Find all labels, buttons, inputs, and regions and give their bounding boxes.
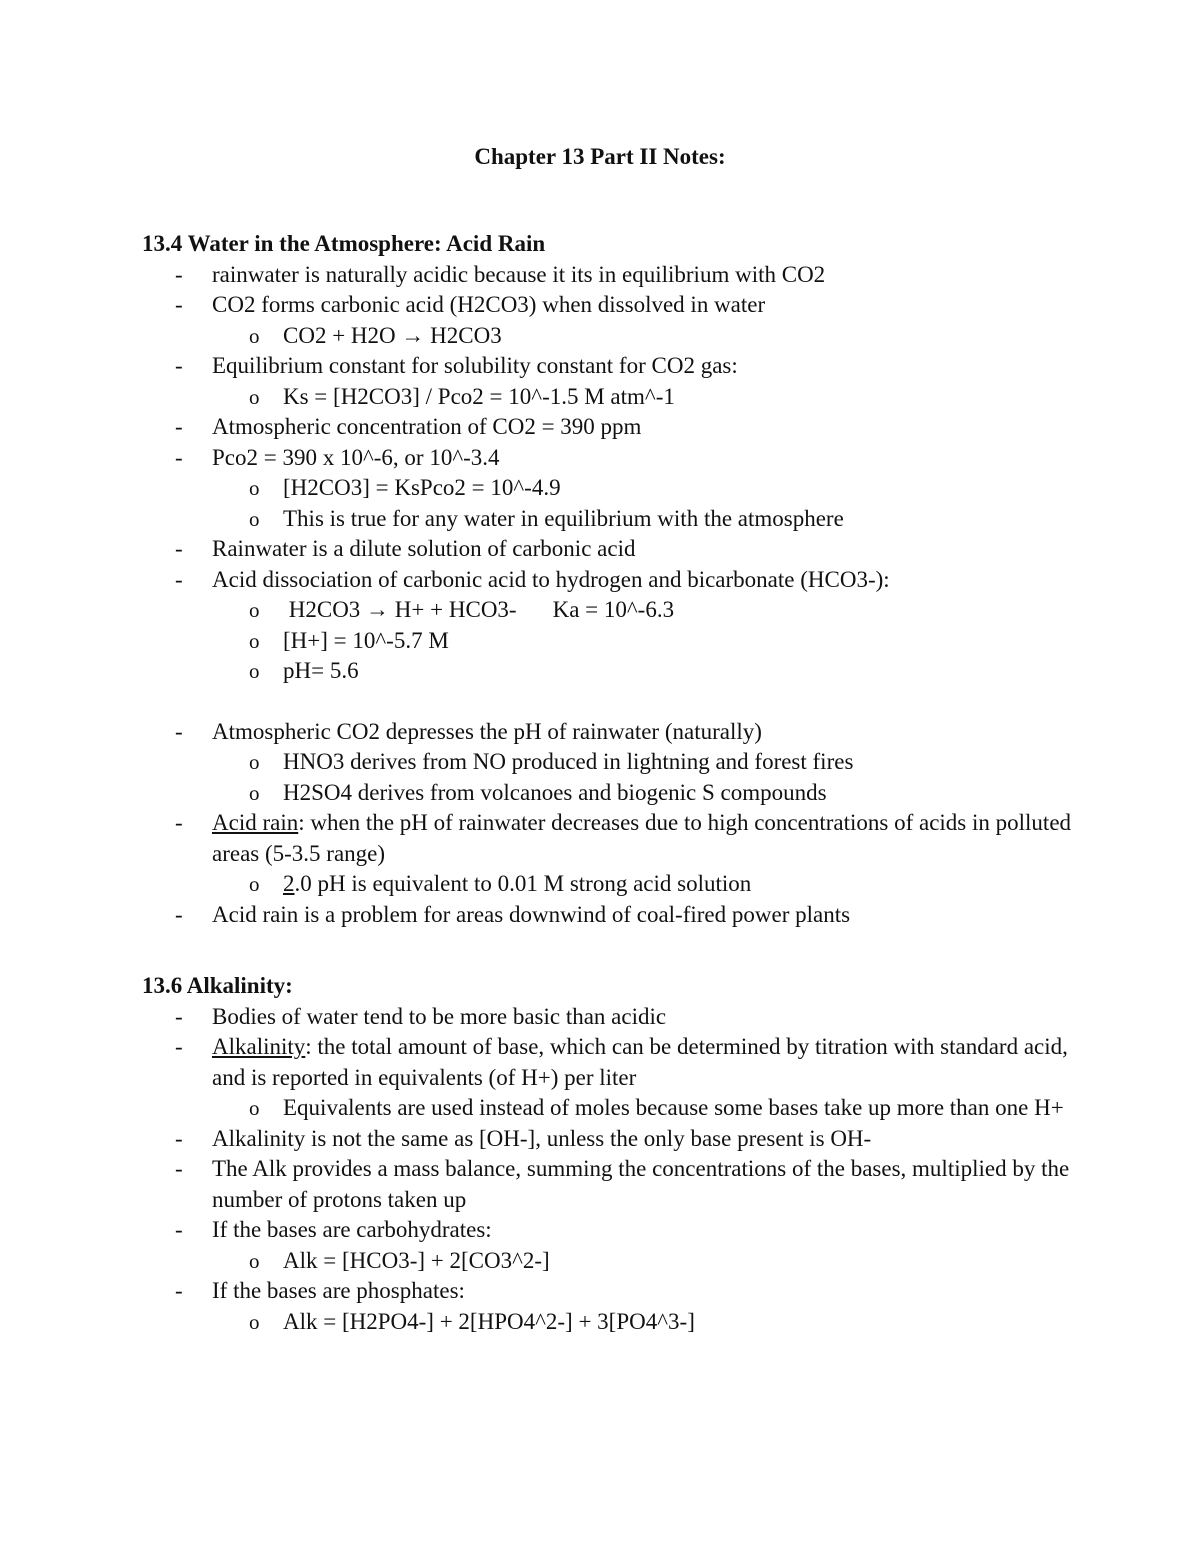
- dash-bullet: -: [175, 414, 183, 439]
- list-item: [142, 900, 1072, 931]
- dash-bullet: -: [175, 536, 183, 561]
- sub-item: [212, 1307, 1072, 1338]
- dash-bullet: -: [175, 1278, 183, 1303]
- list-item: [142, 351, 1072, 412]
- item-text: Atmospheric concentration of CO2 = 390 ppm: [212, 414, 642, 439]
- item-text: Alkalinity is not the same as [OH-], unless the only base present is OH-: [212, 1125, 872, 1151]
- sub-item: [212, 473, 1072, 504]
- dash-bullet: -: [175, 1156, 183, 1181]
- circle-bullet: o: [249, 1248, 260, 1273]
- term-alkalinity: Alkalinity: [212, 1034, 306, 1059]
- sub-item: [212, 595, 1072, 626]
- list-item: [142, 290, 1072, 351]
- sub-item-text: .0 pH is equivalent to 0.01 M strong acid solution: [294, 871, 752, 896]
- item-text: rainwater is naturally acidic because it its in equilibrium with CO2: [212, 261, 826, 287]
- item-text: Atmospheric CO2 depresses the pH of rainwater (naturally): [212, 718, 762, 744]
- sub-item-text: HNO3 derives from NO produced in lightning and forest fires: [283, 749, 854, 774]
- circle-bullet: o: [249, 750, 260, 774]
- item-text: Rainwater is a dilute solution of carbonic acid: [212, 536, 636, 561]
- circle-bullet: o: [249, 1096, 260, 1120]
- dash-bullet: -: [175, 566, 183, 592]
- dash-bullet: -: [175, 1003, 183, 1029]
- sub-list: [212, 747, 1072, 808]
- sub-item-text: CO2 + H2O → H2CO3: [283, 322, 502, 348]
- section-heading: 13.6 Alkalinity:: [142, 973, 293, 998]
- dash-bullet: -: [175, 353, 183, 378]
- dash-bullet: -: [175, 444, 183, 470]
- sub-item: [212, 626, 1072, 657]
- dash-bullet: -: [175, 1217, 183, 1242]
- circle-bullet: o: [249, 659, 260, 683]
- list-item: [142, 1124, 1072, 1155]
- circle-bullet: o: [249, 628, 260, 653]
- sub-item: [212, 321, 1072, 352]
- sub-list: [212, 382, 1072, 413]
- circle-bullet: o: [249, 1309, 260, 1334]
- list-item: [142, 1154, 1072, 1215]
- sub-item: [212, 1246, 1072, 1277]
- sub-item-text: pH= 5.6: [283, 658, 359, 683]
- sub-list: [212, 1246, 1072, 1277]
- section-alkalinity: [142, 971, 1072, 1337]
- underlined-digit: 2: [283, 871, 295, 896]
- sub-item: [212, 778, 1072, 809]
- item-text: If the bases are carbohydrates:: [212, 1217, 492, 1242]
- reaction-equation: H2CO3 → H+ + HCO3-: [288, 597, 517, 622]
- sub-list: [212, 869, 1072, 900]
- bullet-list: [142, 260, 1072, 687]
- item-text: : when the pH of rainwater decreases due to high concentrations of acids in polluted areas (5-3.5 range): [212, 810, 1072, 866]
- list-item: [142, 717, 1072, 809]
- sub-item-text: [H2CO3] = KsPco2 = 10^-4.9: [283, 475, 561, 500]
- sub-item: [212, 656, 1072, 687]
- item-text: The Alk provides a mass balance, summing the concentrations of the bases, multiplied by the number of protons taken up: [212, 1156, 1070, 1212]
- dash-bullet: -: [175, 1125, 183, 1151]
- sub-item-text: Alk = [H2PO4-] + 2[HPO4^2-] + 3[PO4^3-]: [283, 1308, 695, 1334]
- sub-item: [212, 869, 1072, 900]
- sub-item: [212, 1093, 1072, 1124]
- dash-bullet: -: [175, 901, 183, 927]
- circle-bullet: o: [249, 384, 260, 409]
- sub-list: [212, 1093, 1072, 1124]
- dash-bullet: -: [175, 1034, 183, 1059]
- item-text: Bodies of water tend to be more basic than acidic: [212, 1003, 667, 1029]
- dash-bullet: -: [175, 292, 183, 317]
- list-item: [142, 808, 1072, 900]
- item-text: Pco2 = 390 x 10^-6, or 10^-3.4: [212, 444, 500, 470]
- sub-item-text: This is true for any water in equilibrium with the atmosphere: [283, 505, 844, 531]
- sub-item: [212, 504, 1072, 535]
- ka-value: Ka = 10^-6.3: [552, 597, 675, 622]
- sub-item-text: [H+] = 10^-5.7 M: [283, 627, 449, 653]
- sub-list: [212, 473, 1072, 534]
- section-acid-rain: [142, 229, 1072, 930]
- list-item: [142, 260, 1072, 291]
- bullet-list: [142, 717, 1072, 931]
- bullet-list: [142, 1002, 1072, 1338]
- list-item: [142, 534, 1072, 565]
- sub-list: [212, 321, 1072, 352]
- circle-bullet: o: [249, 780, 260, 805]
- list-item: [142, 1032, 1072, 1124]
- sub-item: [212, 382, 1072, 413]
- sub-item-text: Equivalents are used instead of moles because some bases take up more than one H+: [283, 1095, 1064, 1120]
- item-text: CO2 forms carbonic acid (H2CO3) when dissolved in water: [212, 292, 766, 317]
- list-item: [142, 1276, 1072, 1337]
- item-text: Acid rain is a problem for areas downwind of coal-fired power plants: [212, 901, 851, 927]
- item-text: Equilibrium constant for solubility constant for CO2 gas:: [212, 353, 738, 378]
- term-acid-rain: Acid rain: [212, 810, 299, 835]
- page-title: Chapter 13 Part II Notes:: [474, 144, 726, 169]
- circle-bullet: o: [249, 872, 260, 896]
- item-text: : the total amount of base, which can be determined by titration with standard acid, and is reported in equivalents (of H+) per liter: [212, 1034, 1068, 1090]
- sub-list: [212, 1307, 1072, 1338]
- item-text: If the bases are phosphates:: [212, 1278, 465, 1303]
- dash-bullet: -: [175, 810, 183, 835]
- section-heading: 13.4 Water in the Atmosphere: Acid Rain: [142, 231, 546, 256]
- sub-item: [212, 747, 1072, 778]
- circle-bullet: o: [249, 323, 260, 348]
- item-text: Acid dissociation of carbonic acid to hydrogen and bicarbonate (HCO3-):: [212, 566, 890, 592]
- sub-item-text: Alk = [HCO3-] + 2[CO3^2-]: [283, 1247, 550, 1273]
- circle-bullet: o: [249, 506, 260, 531]
- sub-list: [212, 595, 1072, 687]
- list-item: [142, 1215, 1072, 1276]
- sub-item-text: Ks = [H2CO3] / Pco2 = 10^-1.5 M atm^-1: [283, 383, 675, 409]
- circle-bullet: o: [249, 598, 260, 622]
- dash-bullet: -: [175, 261, 183, 287]
- list-item: [142, 412, 1072, 443]
- dash-bullet: -: [175, 718, 183, 744]
- list-item: [142, 443, 1072, 535]
- list-item: [142, 565, 1072, 687]
- blank-line: [142, 687, 1072, 717]
- circle-bullet: o: [249, 476, 260, 500]
- sub-item-text: H2SO4 derives from volcanoes and biogenic S compounds: [283, 779, 827, 805]
- list-item: [142, 1002, 1072, 1033]
